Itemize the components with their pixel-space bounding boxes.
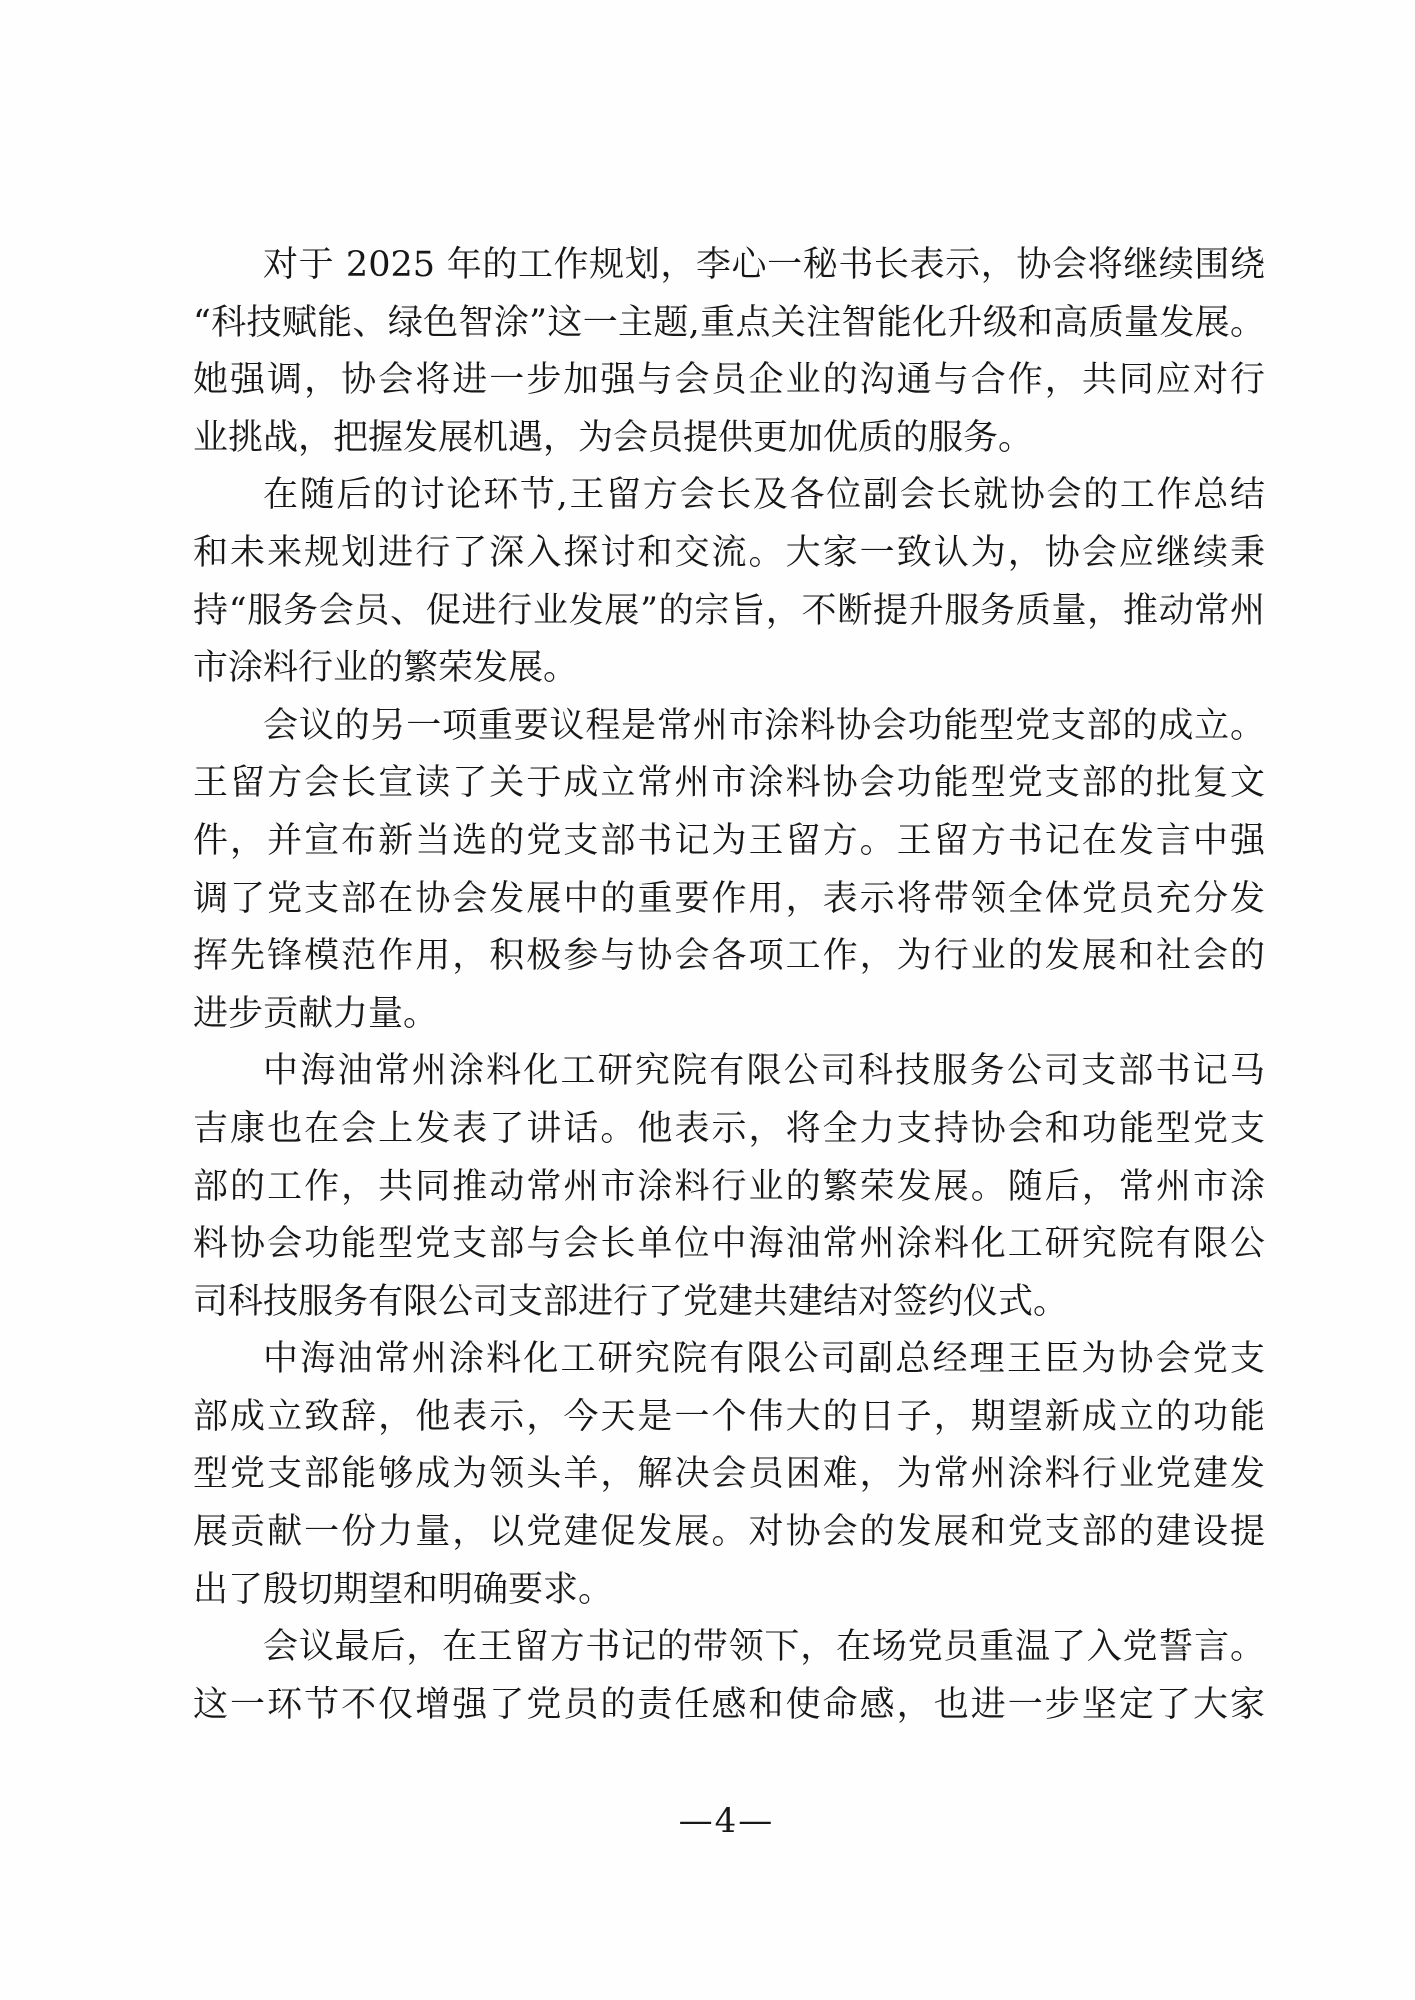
text-line: 进步贡献力量。 bbox=[193, 993, 439, 1034]
text-line: 在随后的讨论环节,王留方会长及各位副会长就协会的工作总结 bbox=[263, 475, 1265, 516]
paragraph bbox=[193, 698, 1265, 1044]
text-line: 件，并宣布新当选的党支部书记为王留方。王留方书记在发言中强 bbox=[193, 820, 1265, 861]
text-line: 中海油常州涂料化工研究院有限公司科技服务公司支部书记马 bbox=[263, 1051, 1265, 1092]
page-number: —4— bbox=[678, 1801, 775, 1841]
text-line: 王留方会长宣读了关于成立常州市涂料协会功能型党支部的批复文 bbox=[193, 763, 1265, 804]
paragraph bbox=[193, 1619, 1265, 1734]
text-line: 会议的另一项重要议程是常州市涂料协会功能型党支部的成立。 bbox=[263, 705, 1265, 746]
text-line: 吉康也在会上发表了讲话。他表示，将全力支持协会和功能型党支 bbox=[193, 1108, 1265, 1149]
text-line: 展贡献一份力量，以党建促发展。对协会的发展和党支部的建设提 bbox=[193, 1512, 1265, 1553]
text-line: 她强调，协会将进一步加强与会员企业的沟通与合作，共同应对行 bbox=[193, 360, 1265, 401]
text-line: 业挑战，把握发展机遇，为会员提供更加优质的服务。 bbox=[193, 417, 1034, 458]
page-footer bbox=[19, 1801, 1415, 1841]
text-line: 持“服务会员、促进行业发展”的宗旨，不断提升服务质量，推动常州 bbox=[193, 590, 1265, 631]
document-body bbox=[193, 237, 1265, 1734]
text-line: 料协会功能型党支部与会长单位中海油常州涂料化工研究院有限公 bbox=[193, 1224, 1265, 1265]
paragraph bbox=[193, 1331, 1265, 1619]
text-line: 调了党支部在协会发展中的重要作用，表示将带领全体党员充分发 bbox=[193, 878, 1265, 919]
text-line: 型党支部能够成为领头羊，解决会员困难，为常州涂料行业党建发 bbox=[193, 1454, 1265, 1495]
paragraph bbox=[193, 467, 1265, 697]
text-line: 出了殷切期望和明确要求。 bbox=[193, 1569, 614, 1610]
text-line: 挥先锋模范作用，积极参与协会各项工作，为行业的发展和社会的 bbox=[193, 936, 1265, 977]
text-line: 部的工作，共同推动常州市涂料行业的繁荣发展。随后，常州市涂 bbox=[193, 1166, 1265, 1207]
text-line: 司科技服务有限公司支部进行了党建共建结对签约仪式。 bbox=[193, 1281, 1069, 1322]
text-line: 这一环节不仅增强了党员的责任感和使命感，也进一步坚定了大家 bbox=[193, 1684, 1265, 1725]
text-line: “科技赋能、绿色智涂”这一主题,重点关注智能化升级和高质量发展。 bbox=[193, 302, 1265, 343]
text-line: 中海油常州涂料化工研究院有限公司副总经理王臣为协会党支 bbox=[263, 1339, 1265, 1380]
text-line: 对于 2025 年的工作规划，李心一秘书长表示，协会将继续围绕 bbox=[263, 245, 1265, 285]
paragraph bbox=[193, 1043, 1265, 1331]
text-line: 和未来规划进行了深入探讨和交流。大家一致认为，协会应继续秉 bbox=[193, 532, 1265, 573]
text-line: 会议最后，在王留方书记的带领下，在场党员重温了入党誓言。 bbox=[263, 1627, 1265, 1668]
text-line: 部成立致辞，他表示，今天是一个伟大的日子，期望新成立的功能 bbox=[193, 1396, 1265, 1437]
text-line: 市涂料行业的繁荣发展。 bbox=[193, 648, 579, 689]
paragraph bbox=[193, 237, 1265, 467]
